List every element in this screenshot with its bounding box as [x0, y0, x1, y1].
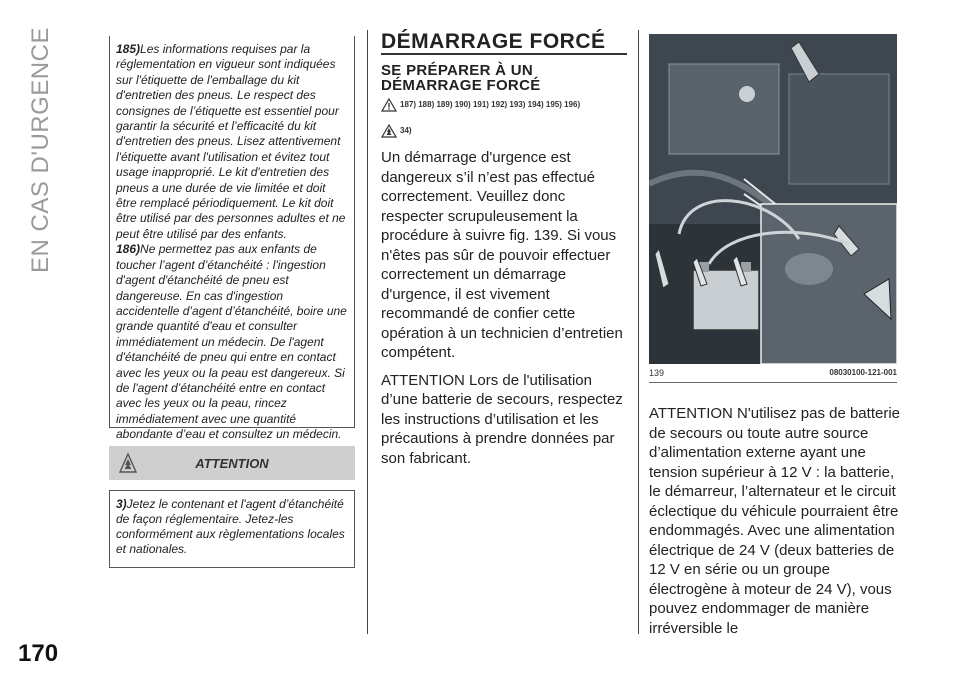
right-column-text: ATTENTION N'utilisez pas de batterie de secours ou toute autre source d’alimentation externe ayant une tension supérieur à 12 V : la batterie, le démarreur, l’alternateur et le circuit éclectique du véhicule pourraient être endommagés. Avec une alimentation électrique de 24 V (deux batteries de 12 V en série ou un groupe électrogène à moteur de 24 V), vous pouvez endommager de manière irréversible le: [649, 405, 901, 637]
figure-rule: [649, 382, 897, 383]
note-185: 185)Les informations requises par la réglementation en vigueur sont indiquées sur l'étiquette de l'emballage du kit d'entretien des pneus. Le respect des consignes de l’étiquette est essentiel pour garantir la sécurité et l’efficacité du kit d'entretien des pneus. Lisez attentivement l'étiquette avant l'utilisation et évitez tout usage inapproprié. Le kit d'entretien des pneus a une durée de vie limitée et doit être remplacé périodiquement. Le kit doit être utilisé par des personnes adultes et ne peut être utilisé par des enfants.: [116, 42, 346, 241]
warning-refs-row: 34): [381, 124, 412, 138]
paragraph: ATTENTION Lors de l'utilisation d’une batterie de secours, respectez les instructions d’utilisation et les précautions à prendre données par son fabricant.: [381, 371, 623, 467]
section-side-title: EN CAS D'URGENCE: [27, 27, 54, 273]
eco-warning-icon: [381, 124, 397, 138]
warning-icon: [381, 98, 397, 112]
attention-box: 3)Jetez le contenant et l'agent d’étanchéité de façon réglementaire. Jetez-les conformément aux règlementations locales et nationales.: [109, 490, 355, 568]
paragraph: Un démarrage d'urgence est dangereux s’il n’est pas effectué correctement. Veuillez donc respecter scrupuleusement la procédure à suivre fig. 139. Si vous n'êtes pas sûr de pouvoir effectuer correctement un démarrage d'urgence, il est vivement recommandé de confier cette opération à un technicien d’entretien compétent.: [381, 149, 623, 361]
attention-header: ATTENTION: [109, 446, 355, 480]
column-divider: [367, 30, 368, 634]
column-divider: [638, 30, 639, 634]
main-title: DÉMARRAGE FORCÉ: [381, 30, 606, 53]
title-rule: [381, 53, 627, 55]
page-number: 170: [18, 640, 59, 667]
figure-jump-start-illustration: [649, 34, 897, 364]
notes-box: [109, 36, 355, 442]
warning-refs-row: 187) 188) 189) 190) 191) 192) 193) 194) 195) 196): [381, 98, 580, 112]
figure-number: 139: [649, 368, 665, 378]
note-186: 186)Ne permettez pas aux enfants de toucher l’agent d’étanchéité : l'ingestion d'agent d'étanchéité de pneu est dangereuse. En cas d'ingestion accidentelle d’agent d’étanchéité, boire une grande quantité d'eau et consulter immédiatement un médecin. De l'agent d'étanchéité de pneu qui entre en contact avec les yeux ou la peau est dangereux. Si de l'agent d’étanchéité entre en contact avec les yeux ou la peau, rincez immédiatement avec une quantité abondante d’eau et consultez un médecin.: [116, 242, 347, 442]
body-text: [381, 148, 631, 476]
figure-code: 08030100-121-001: [829, 368, 897, 377]
sub-title: SE PRÉPARER À UN DÉMARRAGE FORCÉ: [381, 62, 541, 94]
